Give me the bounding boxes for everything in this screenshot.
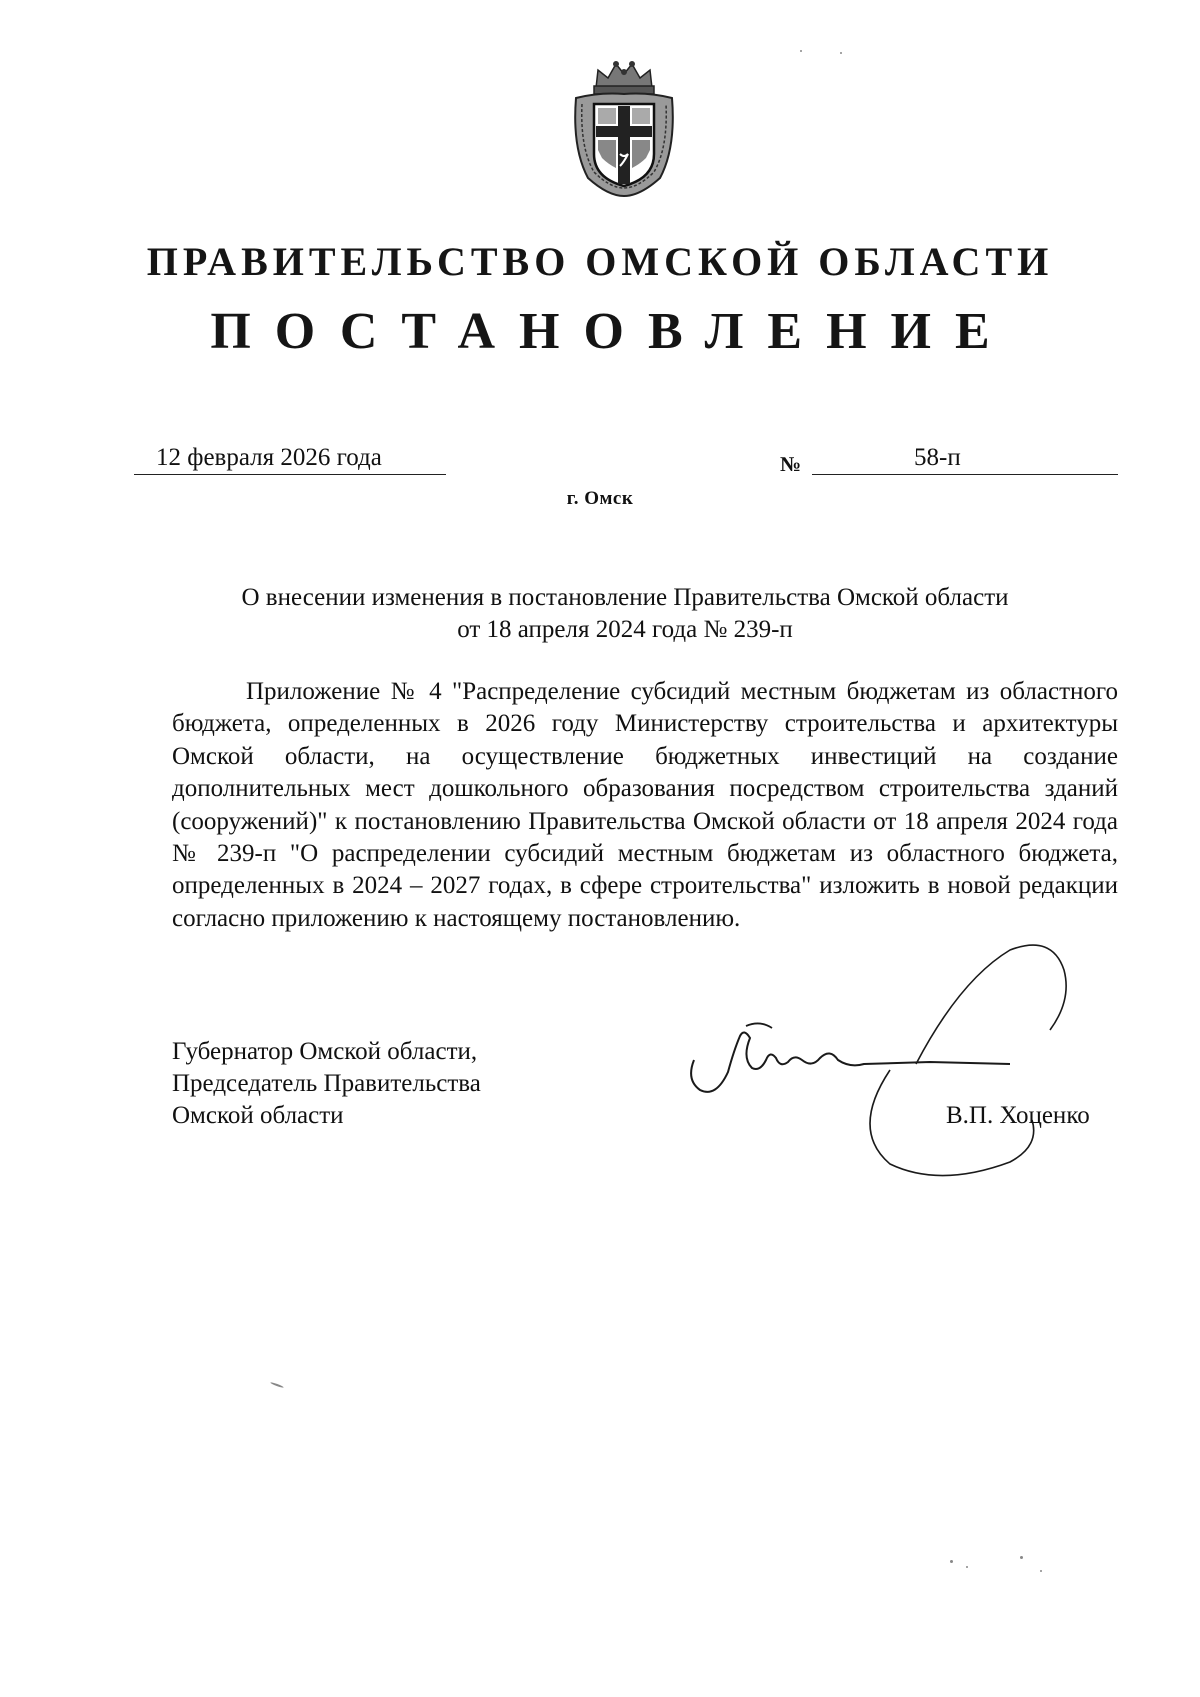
signer-position-line-3: Омской области — [172, 1102, 344, 1129]
subject-line-1: О внесении изменения в постановление Правительства Омской области — [241, 584, 1009, 611]
document-number: 58-п — [914, 444, 961, 471]
omsk-coat-of-arms-icon — [568, 58, 680, 198]
scan-speck — [966, 1566, 968, 1568]
scan-speck — [1040, 1570, 1042, 1572]
scan-speck — [800, 50, 802, 52]
city-name: г. Омск — [566, 488, 634, 509]
signer-position — [172, 1036, 592, 1132]
document-subject — [160, 582, 1090, 646]
scan-speck — [270, 1382, 284, 1389]
signer-position-line-1: Губернатор Омской области, — [172, 1038, 478, 1065]
handwritten-signature — [680, 940, 1100, 1180]
subject-line-2: от 18 апреля 2024 года № 239-п — [457, 616, 793, 643]
signer-name: В.П. Хоценко — [946, 1102, 1090, 1129]
scan-speck — [840, 52, 842, 54]
government-name: ПРАВИТЕЛЬСТВО ОМСКОЙ ОБЛАСТИ — [146, 239, 1054, 284]
date-field — [134, 444, 446, 475]
document-date: 12 февраля 2026 года — [156, 444, 382, 471]
number-label: № — [780, 452, 802, 476]
scan-speck — [950, 1560, 953, 1563]
number-field — [812, 444, 1118, 475]
scan-speck — [1020, 1556, 1023, 1559]
signer-position-line-2: Председатель Правительства — [172, 1070, 481, 1097]
document-type-title: ПОСТАНОВЛЕНИЕ — [210, 303, 1014, 360]
body-paragraph: Приложение № 4 "Распределение субсидий местным бюджетам из областного бюджета, определенных в 2026 году Министерству строительства и архитектуры Омской области, на осуществление бюджетных инвестиций на создание дополнительных мест дошкольного образования посредством строительства зданий (сооружений)" к постановлению Правительства Омской области от 18 апреля 2024 года № 239-п "О распределении субсидий местным бюджетам из областного бюджета, определенных в 2024 – 2027 годах, в сфере строительства" изложить в новой редакции согласно приложению к настоящему постановлению. — [172, 678, 1118, 932]
